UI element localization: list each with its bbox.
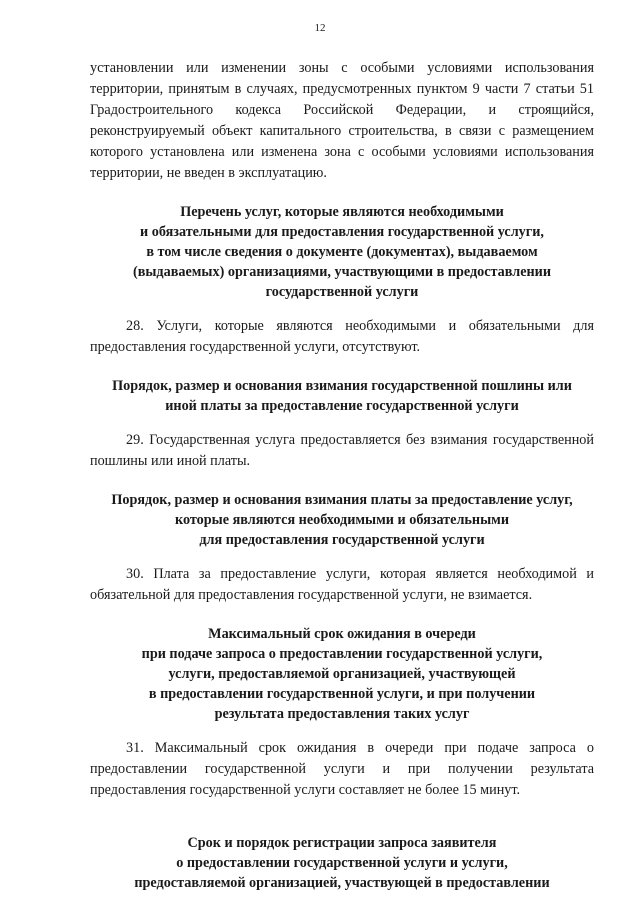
heading-required-services bbox=[90, 202, 594, 302]
heading-line: иной платы за предоставление государственной услуги bbox=[165, 398, 519, 414]
heading-line: Перечень услуг, которые являются необходимыми bbox=[180, 204, 504, 220]
heading-line: для предоставления государственной услуги bbox=[199, 532, 485, 548]
heading-line: предоставляемой организацией, участвующей в предоставлении bbox=[134, 875, 550, 891]
heading-line: Максимальный срок ожидания в очереди bbox=[208, 626, 476, 642]
heading-line: услуги, предоставляемой организацией, участвующей bbox=[168, 666, 516, 682]
paragraph-31: 31. Максимальный срок ожидания в очереди при подаче запроса о предоставлении государственной услуги и при получении результата предоставления государственной услуги составляет не более 15 минут. bbox=[90, 740, 594, 798]
heading-service-fees bbox=[90, 490, 594, 550]
heading-line: в предоставлении государственной услуги, и при получении bbox=[148, 686, 536, 702]
heading-line: государственной услуги bbox=[265, 284, 419, 300]
paragraph-zone-conditions: установлении или изменении зоны с особыми условиями использования территории, принятым в случаях, предусмотренных пунктом 9 части 7 статьи 51 Градостроительного кодекса Российской Федерации, и строящийся, реконструируемый объект капитального строительства, в связи с размещением которого установлена или изменена зона с особыми условиями использования территории, не введен в эксплуатацию. bbox=[90, 60, 594, 181]
heading-line: о предоставлении государственной услуги и услуги, bbox=[176, 855, 508, 871]
heading-line: результата предоставления таких услуг bbox=[214, 706, 470, 722]
heading-line: при подаче запроса о предоставлении государственной услуги, bbox=[141, 646, 543, 662]
paragraph-29: 29. Государственная услуга предоставляется без взимания государственной пошлины или иной платы. bbox=[90, 432, 594, 469]
paragraph-28: 28. Услуги, которые являются необходимыми и обязательными для предоставления государственной услуги, отсутствуют. bbox=[90, 318, 594, 355]
heading-line: Срок и порядок регистрации запроса заявителя bbox=[187, 835, 497, 851]
heading-line: Порядок, размер и основания взимания платы за предоставление услуг, bbox=[111, 492, 573, 508]
heading-queue-time bbox=[90, 624, 594, 724]
heading-line: и обязательными для предоставления государственной услуги, bbox=[140, 224, 544, 240]
document-body bbox=[90, 58, 594, 893]
heading-registration-terms bbox=[90, 833, 594, 893]
heading-line: в том числе сведения о документе (документах), выдаваемом bbox=[146, 244, 538, 260]
heading-line: (выдаваемых) организациями, участвующими в предоставлении bbox=[132, 264, 552, 280]
heading-line: Порядок, размер и основания взимания государственной пошлины или bbox=[112, 378, 572, 394]
heading-line: которые являются необходимыми и обязательными bbox=[175, 512, 509, 528]
paragraph-30: 30. Плата за предоставление услуги, которая является необходимой и обязательной для предоставления государственной услуги, не взимается. bbox=[90, 566, 594, 603]
heading-state-duty bbox=[90, 376, 594, 416]
page-number: 12 bbox=[314, 22, 326, 34]
